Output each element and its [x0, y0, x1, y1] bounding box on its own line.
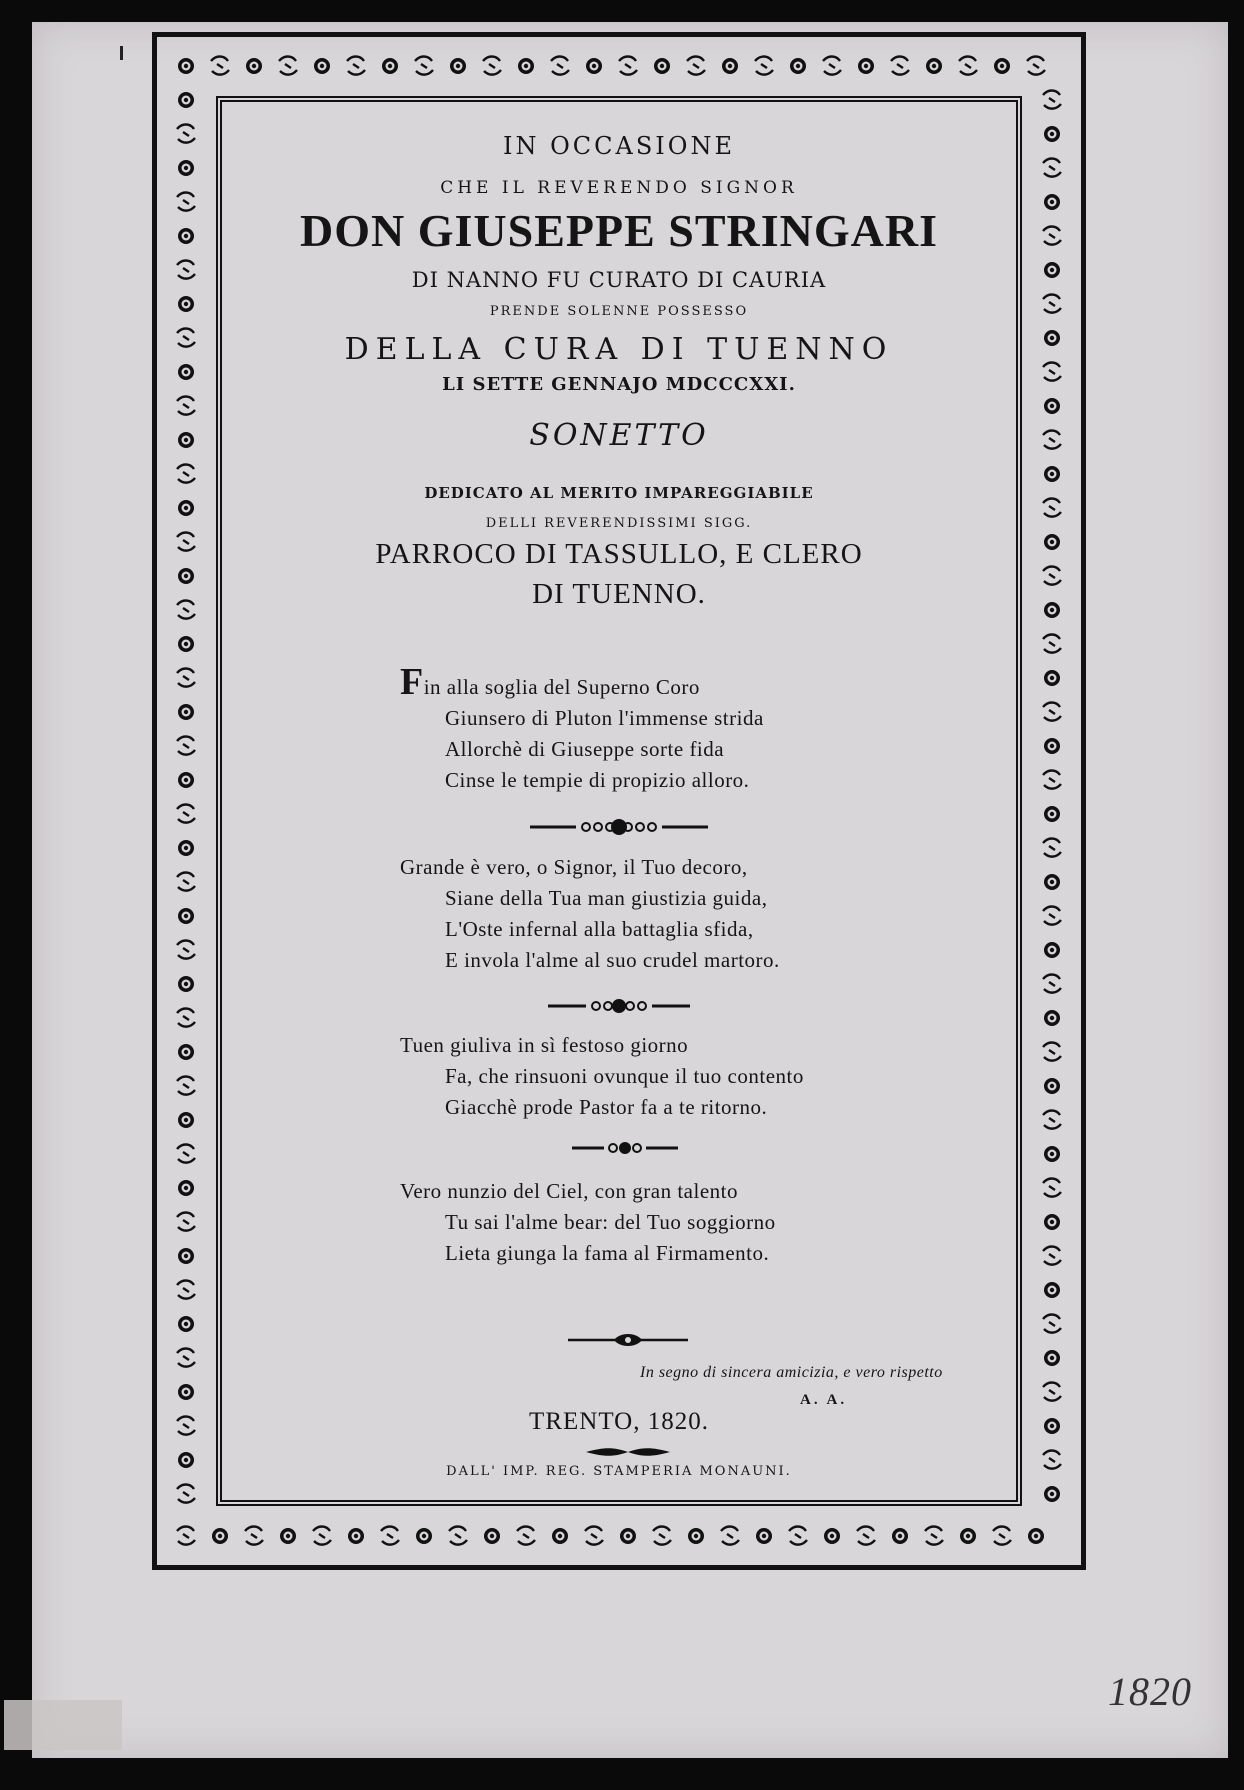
dedication-note: In segno di sincera amicizia, e vero rispetto	[640, 1364, 943, 1381]
heading-possession: PRENDE SOLENNE POSSESSO	[489, 304, 749, 319]
margin-mark	[120, 46, 123, 60]
heading-name: DON GIUSEPPE STRINGARI	[300, 205, 938, 256]
verse-line: Tu sai l'alme bear: del Tuo soggiorno	[445, 1210, 776, 1234]
sonnet-title: SONETTO	[529, 418, 709, 453]
author-initials: A. A.	[800, 1392, 848, 1408]
printer-imprint: DALL' IMP. REG. STAMPERIA MONAUNI.	[446, 1464, 792, 1479]
handwritten-year: 1820	[1108, 1669, 1192, 1714]
heading-cura: DELLA CURA DI TUENNO	[344, 332, 894, 367]
verse-line: Giacchè prode Pastor fa a te ritorno.	[445, 1095, 768, 1119]
verse-line: L'Oste infernal alla battaglia sfida,	[445, 917, 754, 941]
verse-line: Grande è vero, o Signor, il Tuo decoro,	[400, 855, 748, 879]
verse-line: Cinse le tempie di propizio alloro.	[445, 768, 750, 792]
heading-occasion: IN OCCASIONE	[503, 132, 735, 160]
stanza-4	[400, 1176, 776, 1269]
verse-line	[400, 661, 764, 703]
stanza-1	[400, 661, 764, 796]
verse-text: in alla soglia del Superno Coro	[423, 675, 700, 699]
stanza-3	[400, 1030, 804, 1123]
dedication-parroco	[226, 534, 1012, 614]
closing-ornament	[566, 1330, 690, 1350]
verse-line: Siane della Tua man giustizia guida,	[445, 886, 768, 910]
stanza-divider-ornament	[546, 995, 692, 1017]
imprint-ornament	[584, 1445, 672, 1459]
archival-tape	[4, 1700, 122, 1750]
dedication-heading: DEDICATO AL MERITO IMPAREGGIABILE	[424, 484, 814, 502]
dedication-parroco-line2: DI TUENNO.	[532, 578, 706, 610]
dropcap-letter: F	[400, 661, 424, 703]
verse-line: Tuen giuliva in sì festoso giorno	[400, 1033, 689, 1057]
verse-line: Lieta giunga la fama al Firmamento.	[445, 1241, 770, 1265]
verse-line: E invola l'alme al suo crudel martoro.	[445, 948, 780, 972]
dedication-parroco-line1: PARROCO DI TASSULLO, E CLERO	[375, 538, 863, 570]
stanza-divider-ornament	[570, 1138, 680, 1158]
place-and-date: TRENTO, 1820.	[529, 1408, 709, 1435]
heading-date: LI SETTE GENNAJO MDCCCXXI.	[442, 374, 796, 395]
stanza-divider-ornament	[528, 815, 710, 839]
dedication-recipients: DELLI REVERENDISSIMI SIGG.	[485, 516, 753, 531]
verse-line: Vero nunzio del Ciel, con gran talento	[400, 1179, 738, 1203]
heading-former-curate: DI NANNO FU CURATO DI CAURIA	[411, 268, 827, 292]
heading-reverend: CHE IL REVERENDO SIGNOR	[440, 178, 798, 198]
verse-line: Allorchè di Giuseppe sorte fida	[445, 737, 725, 761]
verse-line: Fa, che rinsuoni ovunque il tuo contento	[445, 1064, 804, 1088]
verse-line: Giunsero di Pluton l'immense strida	[445, 706, 764, 730]
stanza-2	[400, 852, 780, 976]
